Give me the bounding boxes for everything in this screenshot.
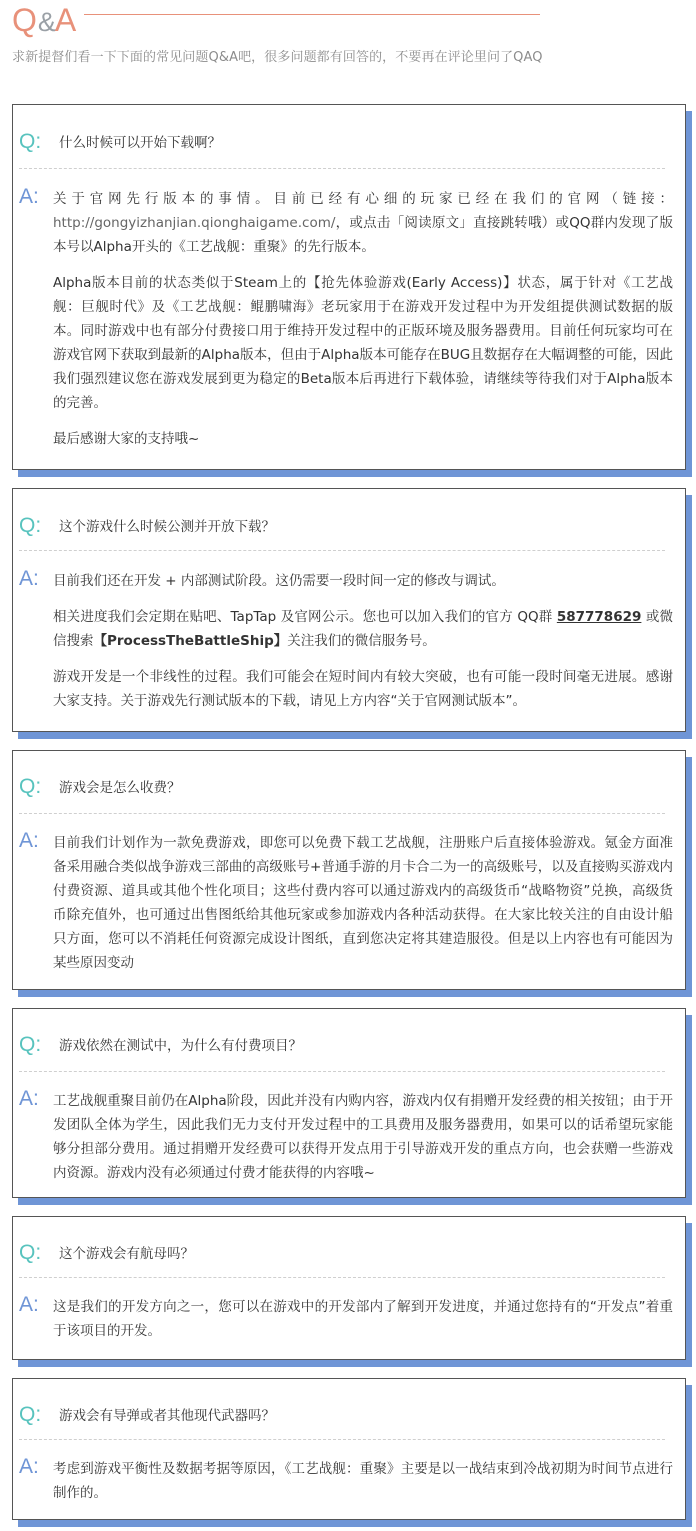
q-mark: Q: (19, 775, 42, 798)
answer-paragraph: 考虑到游戏平衡性及数据考据等原因，《工艺战舰：重聚》主要是以一战结束到冷战初期为时间节点进行制作的。 (53, 1461, 673, 1501)
answer-paragraph: 目前我们还在开发 + 内部测试阶段。这仍需要一段时间一定的修改与调试。 (53, 573, 505, 589)
faq-card-download (12, 104, 686, 470)
answer-paragraph: 工艺战舰重聚目前仍在Alpha阶段，因此并没有内购内容，游戏内仅有捐赠开发经费的相关按钮；由于开发团队全体为学生，因此我们无力支付开发过程中的工具费用及服务器费用，如果可以的话希望玩家能够分担部分费用。通过捐赠开发经费可以获得开发点用于引导游戏开发的重点方向，也会获赠一些游戏内资源。游戏内没有必须通过付费才能获得的内容哦~ (53, 1093, 673, 1181)
logo-ampersand: & (37, 7, 56, 37)
official-site-link[interactable]: http://gongyizhanjian.qionghaigame.com/ (53, 215, 336, 231)
page-header (0, 0, 696, 100)
faq-card-public-test (12, 488, 686, 732)
header-divider (84, 14, 540, 15)
answer-body (53, 569, 673, 713)
question-row (19, 514, 665, 551)
faq-card-modern-weapons (12, 1378, 686, 1520)
qq-group-number[interactable]: 587778629 (556, 609, 642, 625)
answer-text: 或微信搜索 (53, 609, 673, 649)
answer-body (53, 1295, 673, 1343)
answer-text: 关于官网先行版本的事情。目前已经有心细的玩家已经在我们的官网（链接： (53, 191, 673, 207)
q-mark: Q: (19, 1403, 42, 1426)
q-mark: Q: (19, 1241, 42, 1264)
answer-text: 相关进度我们会定期在贴吧、TapTap 及官网公示。您也可以加入我们的官方 QQ群 (53, 609, 557, 625)
answer-paragraph: 游戏开发是一个非线性的过程。我们可能会在短时间内有较大突破，也有可能一段时间毫无进展。感谢大家支持。关于游戏先行测试版本的下载，请见上方内容“关于官网测试版本”。 (53, 669, 673, 709)
a-mark: A: (19, 1455, 39, 1478)
faq-card-carrier (12, 1216, 686, 1360)
wechat-account: 【ProcessTheBattleShip】 (93, 633, 288, 649)
question-row (19, 130, 665, 169)
logo-a: A (54, 2, 77, 38)
answer-text: ，或点击「阅读原文」直接跳转哦）或QQ群内发现了版本号以Alpha开头的《工艺战舰：重聚》的先行版本。 (53, 215, 673, 255)
a-mark: A: (19, 829, 39, 852)
question-row (19, 1033, 665, 1072)
faq-card-paid-items (12, 1008, 686, 1198)
a-mark: A: (19, 567, 39, 590)
q-mark: Q: (19, 130, 42, 153)
answer-paragraph (53, 187, 673, 259)
answer-body (53, 187, 673, 451)
a-mark: A: (19, 185, 39, 208)
answer-body (53, 831, 673, 975)
answer-paragraph: Alpha版本目前的状态类似于Steam上的【抢先体验游戏(Early Access)】状态，属于针对《工艺战舰：巨舰时代》及《工艺战舰：鲲鹏啸海》老玩家用于在游戏开发过程中为开发组提供测试数据的版本。同时游戏中也有部分付费接口用于维持开发过程中的正版环境及服务器费用。目前任何玩家均可在游戏官网下获取到最新的Alpha版本，但由于Alpha版本可能存在BUG且数据存在大幅调整的可能，因此我们强烈建议您在游戏发展到更为稳定的Beta版本后再进行下载体验，请继续等待我们对于Alpha版本的完善。 (53, 275, 673, 411)
page-subtitle: 求新提督们看一下下面的常见问题Q&A吧，很多问题都有回答的，不要再在评论里问了QAQ (12, 50, 543, 65)
answer-paragraph: 目前我们计划作为一款免费游戏，即您可以免费下载工艺战舰，注册账户后直接体验游戏。氪金方面准备采用融合类似战争游戏三部曲的高级账号+普通手游的月卡合二为一的高级账号，以及直接购买游戏内付费资源、道具或其他个性化项目；这些付费内容可以通过游戏内的高级货币“战略物资”兑换，高级货币除充值外，也可通过出售图纸给其他玩家或参加游戏内各种活动获得。在大家比较关注的自由设计船只方面，您可以不消耗任何资源完成设计图纸，直到您决定将其建造服役。但是以上内容也有可能因为某些原因变动 (53, 835, 673, 971)
answer-body (53, 1089, 673, 1185)
answer-paragraph (53, 605, 673, 653)
question-text: 游戏会是怎么收费？ (59, 780, 181, 796)
logo-q: Q (12, 2, 37, 38)
faq-card-pricing (12, 750, 686, 990)
q-mark: Q: (19, 514, 42, 537)
question-row (19, 1241, 665, 1278)
question-text: 这个游戏什么时候公测并开放下载？ (59, 519, 275, 535)
answer-paragraph: 最后感谢大家的支持哦~ (53, 431, 200, 447)
answer-paragraph: 这是我们的开发方向之一，您可以在游戏中的开发部内了解到开发进度，并通过您持有的“开发点”着重于该项目的开发。 (53, 1299, 673, 1339)
question-text: 游戏依然在测试中，为什么有付费项目？ (59, 1038, 302, 1054)
question-row (19, 775, 665, 814)
answer-body (53, 1457, 673, 1505)
a-mark: A: (19, 1087, 39, 1110)
question-text: 什么时候可以开始下载啊？ (59, 135, 221, 151)
question-row (19, 1403, 665, 1440)
a-mark: A: (19, 1293, 39, 1316)
answer-text: 关注我们的微信服务号。 (287, 633, 436, 649)
q-mark: Q: (19, 1033, 42, 1056)
question-text: 这个游戏会有航母吗？ (59, 1246, 194, 1262)
qa-logo (12, 2, 76, 42)
question-text: 游戏会有导弹或者其他现代武器吗？ (59, 1408, 275, 1424)
